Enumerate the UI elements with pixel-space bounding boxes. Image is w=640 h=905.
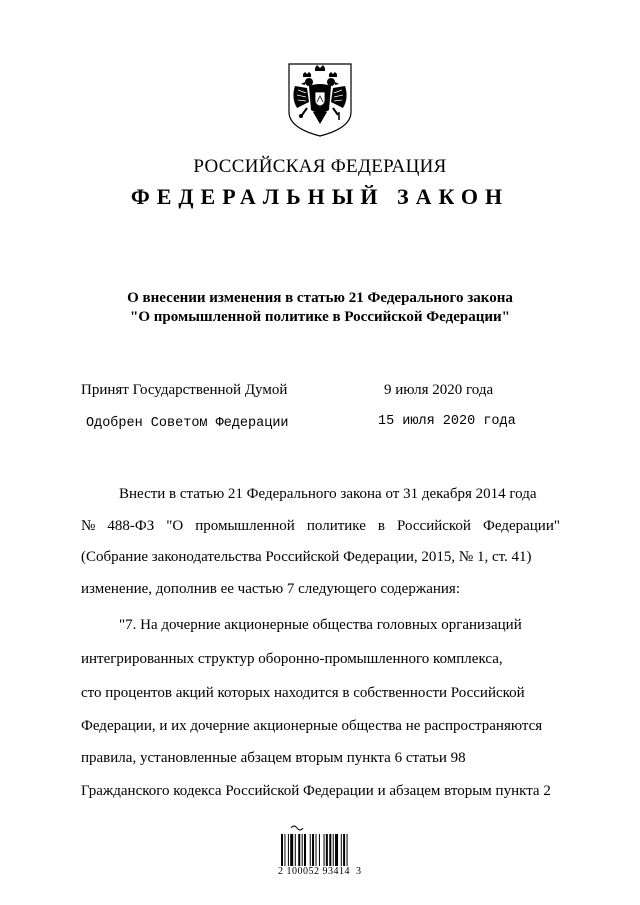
country-name: РОССИЙСКАЯ ФЕДЕРАЦИЯ — [193, 156, 447, 177]
coat-of-arms-icon — [287, 62, 353, 138]
body-line: Федерации, и их дочерние акционерные общества не распространяются — [81, 718, 543, 734]
adopted-date: 9 июля 2020 года — [384, 382, 494, 398]
body-line: правила, установленные абзацем вторым пункта 6 статьи 98 — [81, 750, 466, 766]
body-line: изменение, дополнив ее частью 7 следующего содержания: — [81, 581, 460, 597]
body-line: интегрированных структур оборонно-промышленного комплекса, — [81, 651, 503, 667]
document-type: ФЕДЕРАЛЬНЫЙ ЗАКОН — [130, 184, 510, 209]
body-line: № 488-ФЗ "О промышленной политике в Российской Федерации" — [81, 518, 560, 534]
barcode-number: 2 100052 93414 3 — [278, 866, 362, 877]
body-line: сто процентов акций которых находится в собственности Российской — [81, 685, 525, 701]
barcode — [281, 822, 365, 870]
body-line: (Собрание законодательства Российской Федерации, 2015, № 1, ст. 41) — [81, 549, 532, 565]
approved-date: 15 июля 2020 года — [378, 414, 516, 429]
body-line: Гражданского кодекса Российской Федерации и абзацем вторым пункта 2 — [81, 783, 551, 799]
approved-label: Одобрен Советом Федерации — [86, 416, 289, 431]
law-title-line-1: О внесении изменения в статью 21 Федерального закона — [127, 290, 513, 306]
body-line: "7. На дочерние акционерные общества головных организаций — [119, 617, 522, 633]
body-line: Внести в статью 21 Федерального закона от 31 декабря 2014 года — [119, 486, 537, 502]
adopted-label: Принят Государственной Думой — [81, 382, 288, 398]
law-title-line-2: "О промышленной политике в Российской Федерации" — [130, 309, 510, 325]
